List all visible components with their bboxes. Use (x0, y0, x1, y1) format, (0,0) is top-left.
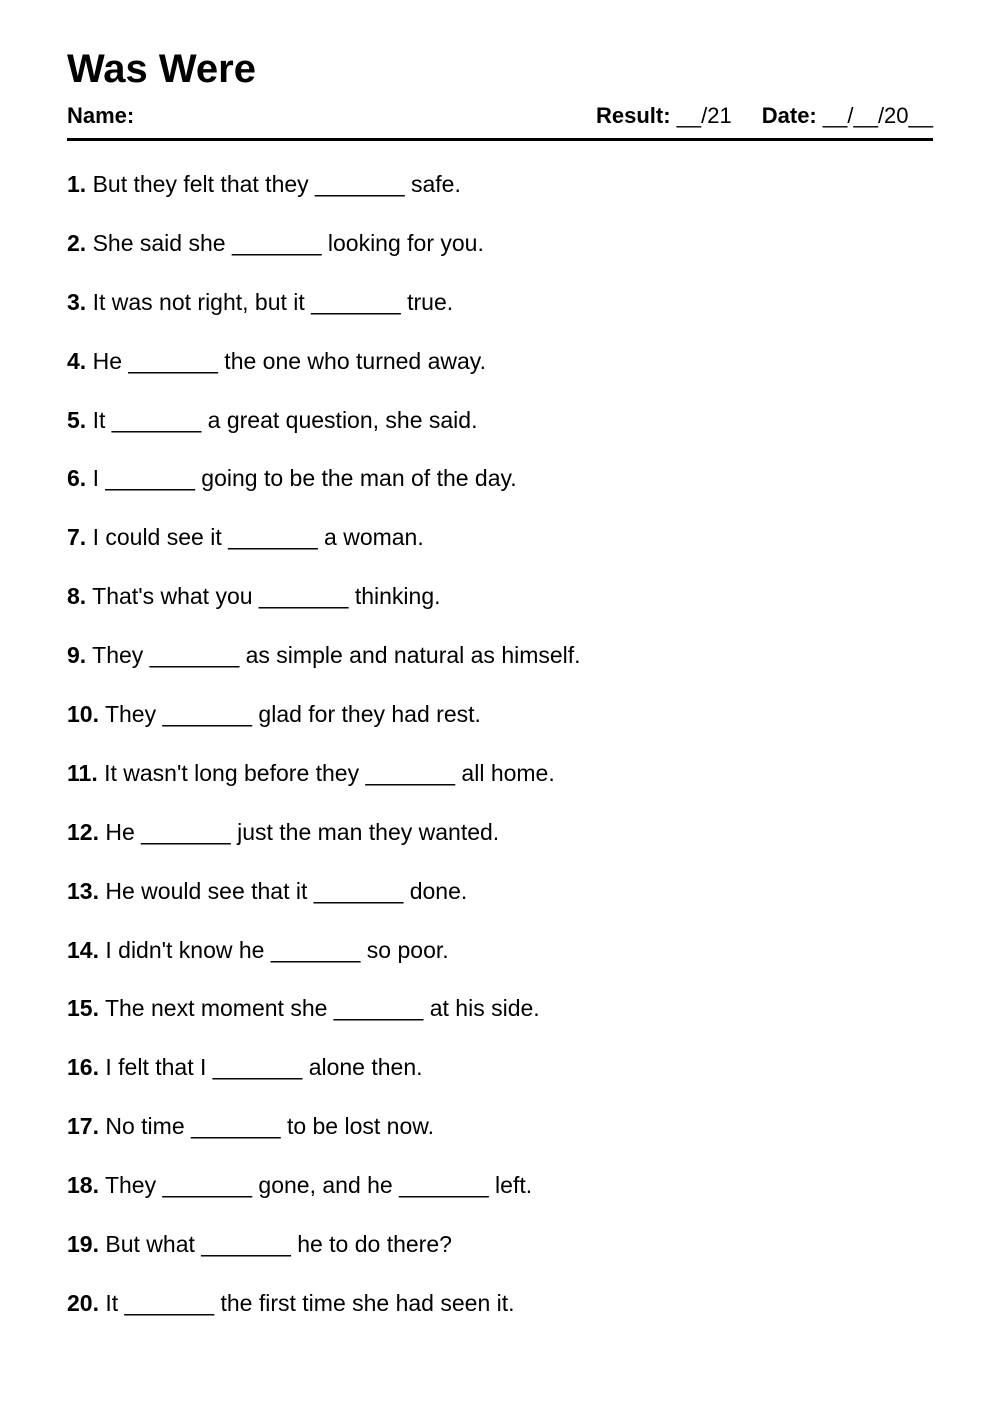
question-text: I didn't know he _______ so poor. (105, 936, 449, 963)
question-text: But they felt that they _______ safe. (92, 171, 461, 197)
question-item (67, 757, 933, 816)
question-number: 7. (67, 524, 87, 551)
question-text: I could see it _______ a woman. (92, 524, 424, 551)
question-number: 14. (67, 936, 99, 963)
date-label: Date: (761, 103, 817, 128)
question-number: 15. (67, 995, 99, 1022)
question-text: It _______ a great question, she said. (92, 406, 478, 433)
page-title: Was Were (67, 47, 256, 91)
question-number: 1. (67, 171, 87, 197)
result-date-block (596, 102, 933, 130)
question-item (67, 404, 933, 463)
question-number: 10. (67, 701, 99, 728)
header-divider (67, 138, 933, 141)
worksheet-header (67, 102, 933, 130)
question-text: The next moment she _______ at his side. (104, 995, 540, 1022)
result-value: __/21 (676, 103, 732, 128)
question-text: I _______ going to be the man of the day. (92, 465, 517, 492)
question-number: 18. (67, 1172, 99, 1199)
question-number: 6. (67, 465, 87, 492)
question-number: 11. (67, 759, 98, 786)
question-item (67, 639, 933, 698)
question-item (67, 1051, 933, 1110)
question-item (67, 521, 933, 580)
result-label: Result: (596, 103, 671, 128)
question-item (67, 1228, 933, 1287)
question-text: He _______ just the man they wanted. (105, 818, 500, 845)
question-item (67, 875, 933, 934)
question-number: 20. (67, 1289, 99, 1316)
question-item (67, 1110, 933, 1169)
question-list (67, 168, 933, 1346)
question-item (67, 992, 933, 1051)
date-value: __/__/20__ (822, 103, 933, 128)
question-text: No time _______ to be lost now. (105, 1113, 434, 1140)
question-number: 17. (67, 1113, 99, 1140)
name-label: Name: (67, 103, 135, 128)
question-text: She said she _______ looking for you. (92, 229, 484, 256)
question-number: 3. (67, 288, 87, 315)
question-text: He would see that it _______ done. (105, 877, 468, 904)
question-number: 5. (67, 406, 87, 433)
question-number: 2. (67, 229, 87, 256)
question-item (67, 462, 933, 521)
question-number: 16. (67, 1054, 99, 1081)
question-text: It was not right, but it _______ true. (92, 288, 454, 315)
question-item (67, 168, 933, 227)
question-number: 13. (67, 877, 99, 904)
question-text: But what _______ he to do there? (105, 1231, 452, 1258)
question-item (67, 345, 933, 404)
question-text: It _______ the first time she had seen it. (105, 1289, 515, 1316)
question-item (67, 286, 933, 345)
question-number: 9. (67, 642, 87, 669)
question-item (67, 1287, 933, 1346)
question-text: They _______ as simple and natural as himself. (92, 642, 581, 669)
question-text: It wasn't long before they _______ all home. (104, 759, 555, 786)
question-item (67, 934, 933, 993)
question-number: 12. (67, 818, 99, 845)
question-text: They _______ gone, and he _______ left. (104, 1172, 533, 1199)
question-number: 8. (67, 583, 87, 610)
question-item (67, 1169, 933, 1228)
question-text: They _______ glad for they had rest. (104, 701, 481, 728)
question-number: 19. (67, 1231, 99, 1258)
question-item (67, 227, 933, 286)
question-item (67, 698, 933, 757)
question-item (67, 580, 933, 639)
question-item (67, 816, 933, 875)
question-text: That's what you _______ thinking. (92, 583, 441, 610)
question-text: I felt that I _______ alone then. (105, 1054, 423, 1081)
question-number: 4. (67, 347, 87, 374)
question-text: He _______ the one who turned away. (92, 347, 486, 374)
